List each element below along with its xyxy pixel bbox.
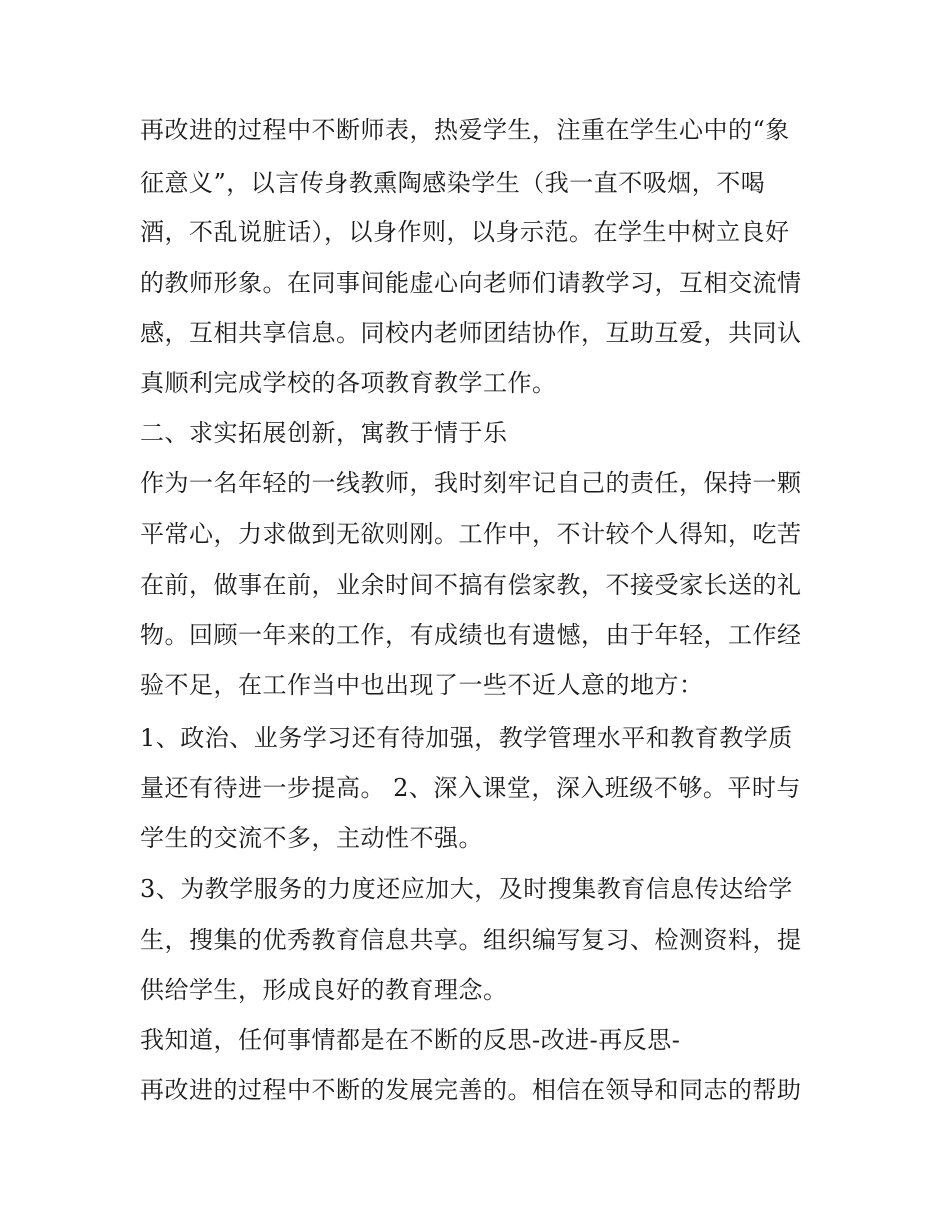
text-line: 再改进的过程中不断师表，热爱学生，注重在学生心中的“象 [140,116,790,144]
text-line: 作为一名年轻的一线教师，我时刻牢记自己的责任，保持一颗 [140,469,802,497]
text-line: 平常心，力求做到无欲则刚。工作中，不计较个人得知，吃苦 [140,520,802,548]
text-line: 真顺利完成学校的各项教育教学工作。 [140,369,557,397]
text-line: 的教师形象。在同事间能虚心向老师们请教学习，互相交流情 [140,269,802,297]
section-heading: 二、求实拓展创新，寓教于情于乐 [140,419,508,447]
text-line: 1、政治、业务学习还有待加强，教学管理水平和教育教学质 [140,724,793,752]
text-line: 3、为教学服务的力度还应加大，及时搜集教育信息传达给学 [140,875,793,903]
text-line: 再改进的过程中不断的发展完善的。相信在领导和同志的帮助 [140,1076,802,1104]
text-line: 生，搜集的优秀教育信息共享。组织编写复习、检测资料，提 [140,926,802,954]
text-line: 验不足，在工作当中也出现了一些不近人意的地方： [140,671,704,699]
text-line: 供给学生，形成良好的教育理念。 [140,976,508,1004]
text-line: 感，互相共享信息。同校内老师团结协作，互助互爱，共同认 [140,319,802,347]
text-line: 学生的交流不多，主动性不强。 [140,824,483,852]
text-line: 酒，不乱说脏话），以身作则，以身示范。在学生中树立良好 [140,218,790,246]
text-line: 量还有待进一步提高。 2、深入课堂，深入班级不够。平时与 [140,774,801,802]
text-line: 在前，做事在前，业余时间不搞有偿家教，不接受家长送的礼 [140,571,802,599]
text-line: 我知道，任何事情都是在不断的反思-改进-再反思- [140,1026,681,1054]
text-line: 征意义”，以言传身教熏陶感染学生（我一直不吸烟，不喝 [140,169,766,197]
text-line: 物。回顾一年来的工作，有成绩也有遗憾，由于年轻，工作经 [140,621,802,649]
